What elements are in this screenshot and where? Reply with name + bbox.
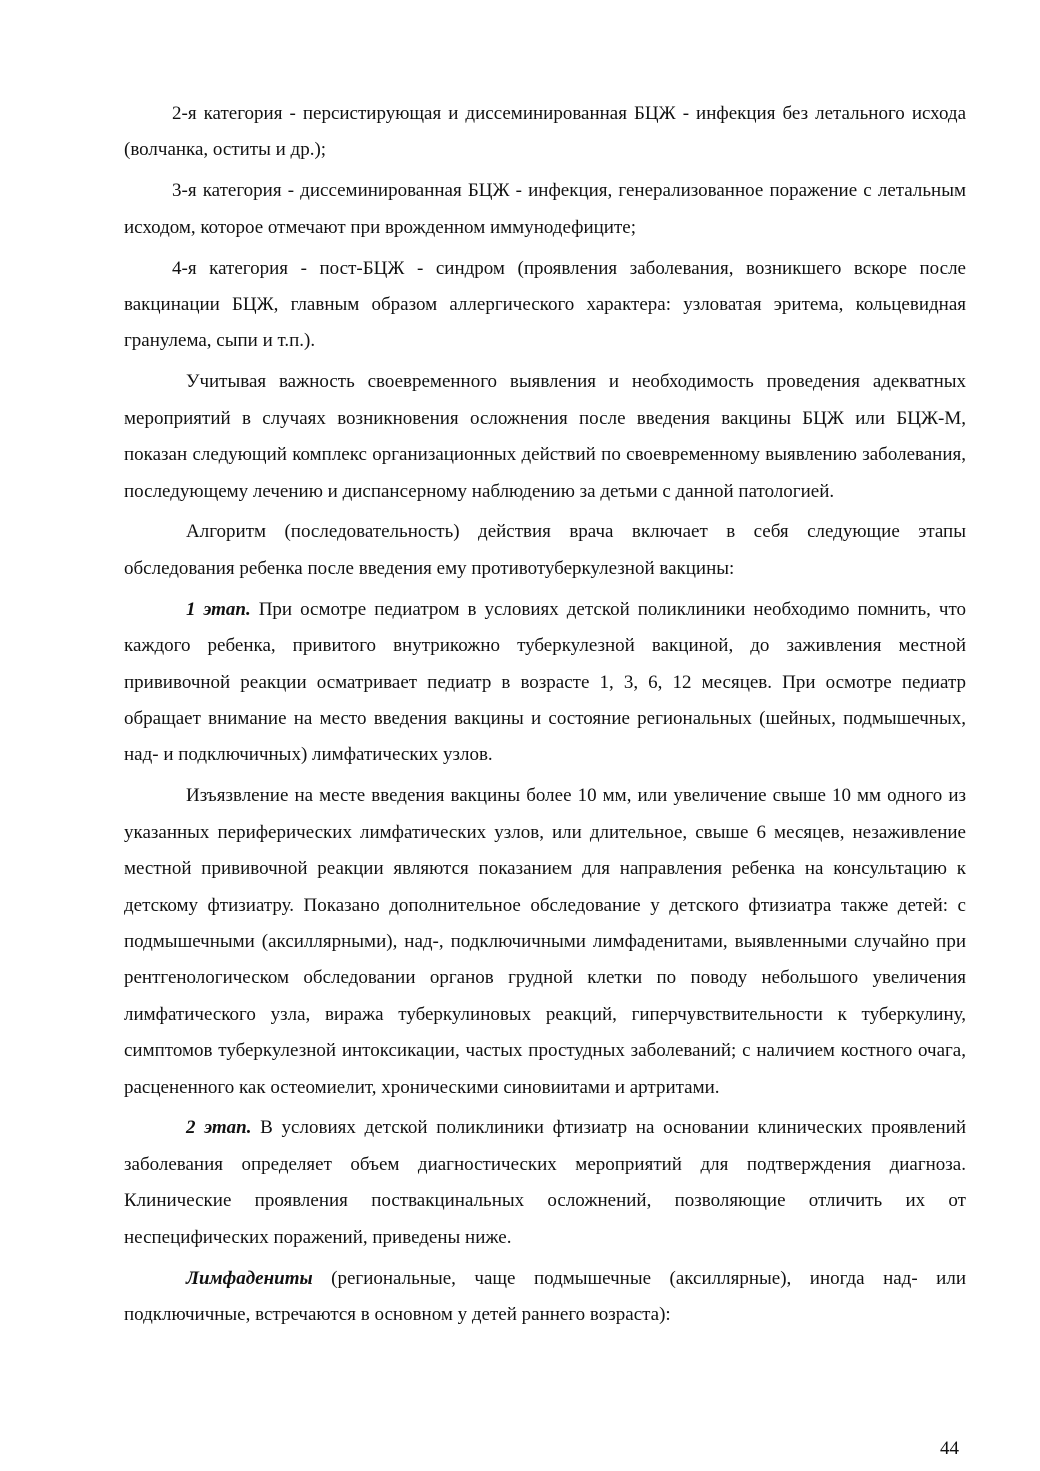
paragraph-text: В условиях детской поликлиники фтизиатр на основании клинических проявлений заболевания определяет объем диагностических мероприятий для подтверждения диагноза. Клинические проявления поствакцинальных осложнений, позволяющие отличить их от неспецифических поражений, приведены ниже. bbox=[124, 1117, 966, 1248]
stage-2-heading: 2 этап. bbox=[186, 1117, 252, 1139]
stage-1-heading: 1 этап. bbox=[186, 598, 251, 620]
paragraph-stage-1 bbox=[124, 592, 966, 774]
paragraph-text: Учитывая важность своевременного выявления и необходимость проведения адекватных мероприятий в случаях возникновения осложнения после введения вакцины БЦЖ или БЦЖ-М, показан следующий комплекс организационных действий по своевременному выявлению заболевания, последующему лечению и диспансерному наблюдению за детьми с данной патологией. bbox=[124, 371, 966, 502]
paragraph-text: Изъязвление на месте введения вакцины более 10 мм, или увеличение свыше 10 мм одного из указанных периферических лимфатических узлов, или длительное, свыше 6 месяцев, незаживление местной прививочной реакции являются показанием для направления ребенка на консультацию к детскому фтизиатру. Показано дополнительное обследование у детского фтизиатра также детей: с подмышечными (аксиллярными), над-, подключичными лимфаденитами, выявленными случайно при рентгенологическом обследовании органов грудной клетки по поводу небольшого увеличения лимфатического узла, виража туберкулиновых реакций, гиперчувствительности к туберкулину, симптомов туберкулезной интоксикации, частых простудных заболеваний; с наличием костного очага, расцененного как остеомиелит, хроническими синовиитами и артритами. bbox=[124, 785, 966, 1098]
paragraph-ulceration bbox=[124, 778, 966, 1106]
paragraph-text: При осмотре педиатром в условиях детской поликлиники необходимо помнить, что каждого ребенка, привитого внутрикожно туберкулезной вакциной, до заживления местной прививочной реакции осматривает педиатр в возрасте 1, 3, 6, 12 месяцев. При осмотре педиатр обращает внимание на место введения вакцины и состояние региональных (шейных, подмышечных, над- и подключичных) лимфатических узлов. bbox=[124, 598, 966, 766]
paragraph-text: 4-я категория - пост-БЦЖ - синдром (проявления заболевания, возникшего вскоре после вакцинации БЦЖ, главным образом аллергического характера: узловатая эритема, кольцевидная гранулема, сыпи и т.п.). bbox=[124, 257, 966, 352]
paragraph-category-4 bbox=[124, 251, 966, 360]
lymphadenitis-heading: Лимфадениты bbox=[186, 1267, 313, 1289]
paragraph-text: 3-я категория - диссеминированная БЦЖ - инфекция, генерализованное поражение с летальным исходом, которое отмечают при врожденном иммунодефиците; bbox=[124, 180, 966, 238]
document-body bbox=[124, 96, 966, 1338]
paragraph-algorithm bbox=[124, 514, 966, 587]
paragraph-text: 2-я категория - персистирующая и диссеминированная БЦЖ - инфекция без летального исхода (волчанка, оститы и др.); bbox=[124, 103, 966, 161]
page-number: 44 bbox=[940, 1438, 959, 1459]
paragraph-category-3 bbox=[124, 173, 966, 246]
paragraph-category-2 bbox=[124, 96, 966, 169]
paragraph-text: Алгоритм (последовательность) действия врача включает в себя следующие этапы обследования ребенка после введения ему противотуберкулезной вакцины: bbox=[124, 521, 966, 579]
paragraph-stage-2 bbox=[124, 1110, 966, 1256]
paragraph-importance bbox=[124, 364, 966, 510]
paragraph-text: (региональные, чаще подмышечные (аксиллярные), иногда над- или подключичные, встречаются в основном у детей раннего возраста): bbox=[124, 1267, 966, 1325]
paragraph-lymphadenitis bbox=[124, 1261, 966, 1334]
